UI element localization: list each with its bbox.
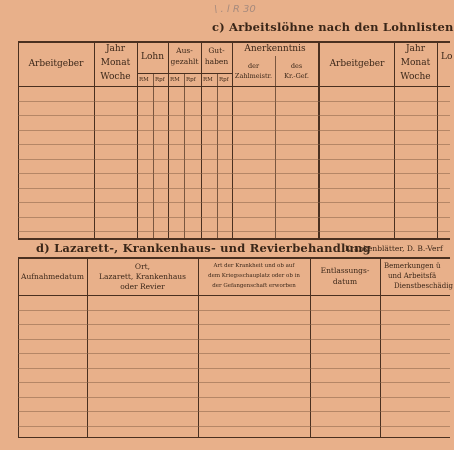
header-rm-gut: RM [203,77,213,83]
header-ausgezahlt-2: gezahlt [170,57,199,66]
header-art-2: dem Kriegsschauplatz oder ob in [208,273,300,279]
ruled-line [18,426,450,427]
ruled-line [18,339,450,340]
header-krgef: Kr.-Gef. [284,72,309,80]
header-bemerkungen-1: Bemerkungen ü [384,262,441,270]
header-arbeitgeber: Arbeitgeber [28,59,84,69]
header-rpf-lohn: Rpf [155,77,165,83]
section-c-title: c) Arbeitslöhne nach den Lohnlisten [212,20,454,34]
ruled-line [18,130,450,131]
header-monat-2: Monat [400,58,431,68]
header-rm-lohn: RM [139,77,149,83]
ruled-line [18,231,450,232]
header-monat: Monat [100,58,131,68]
header-ort-2: Lazarett, Krankenhaus [99,272,186,281]
ruled-line [18,115,450,116]
ruled-line [18,353,450,354]
ruled-line [18,202,450,203]
header-entlassung-2: datum [332,277,358,286]
header-ort-1: Ort, [134,262,151,271]
ruled-line [18,324,450,325]
section-d-title: d) Lazarett-, Krankenhaus- und Revierbehandlung [36,241,371,255]
header-rpf-gut: Rpf [219,77,229,83]
header-lohn-cut: Lo [441,52,453,62]
ruled-line [18,382,450,383]
header-zahlmeistr: Zahlmeistr. [234,72,273,80]
header-bemerkungen-3: Dienstbeschädig [394,282,453,290]
ruled-line [18,144,450,145]
header-woche: Woche [100,72,131,82]
ruled-line [18,310,450,311]
ruled-line [18,397,450,398]
header-ort-3: oder Revier [120,282,165,291]
ruled-line [18,173,450,174]
header-aufnahmedatum: Aufnahmedatum [21,272,84,281]
header-woche-2: Woche [400,72,431,82]
header-anerkenntnis: Anerkenntnis [244,44,306,54]
ruled-line [18,101,450,102]
header-der: der [247,62,260,70]
ruled-line [18,159,450,160]
section-d-subtitle: (Krankenblätter, D. B.-Verf [342,244,443,253]
header-lohn: Lohn [141,52,164,62]
header-entlassung-1: Entlassungs- [320,266,370,275]
header-rm-aus: RM [170,77,180,83]
header-art-3: der Gefangenschaft erworben [212,283,296,289]
ruled-line [18,188,450,189]
header-rpf-aus: Rpf [186,77,196,83]
ruled-line [18,217,450,218]
header-art-1: Art der Krankheit und ob auf [213,263,295,269]
header-jahr: Jahr [105,44,126,54]
pencil-annotation: \ . l R 30 [214,4,256,15]
header-bemerkungen-2: und Arbeitsfä [388,272,437,280]
header-guthaben-2: haben [204,57,229,66]
ruled-line [18,368,450,369]
header-guthaben-1: Gut- [208,46,225,55]
header-ausgezahlt-1: Aus- [176,46,193,55]
header-des: des [290,62,303,70]
ruled-line [18,411,450,412]
header-arbeitgeber-2: Arbeitgeber [329,59,385,69]
header-jahr-2: Jahr [405,44,426,54]
